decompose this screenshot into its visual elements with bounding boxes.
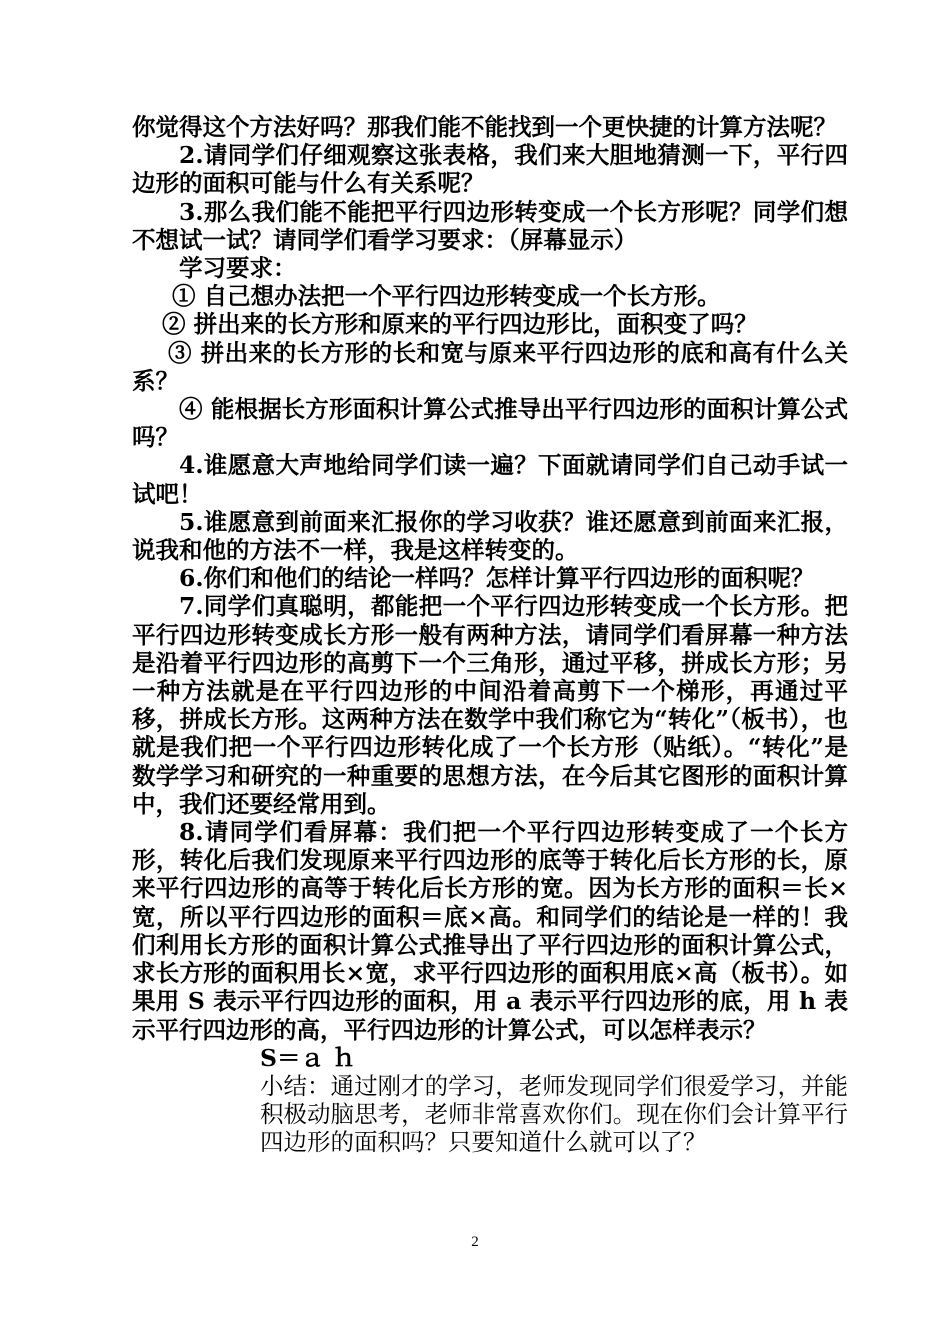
page-number: 2 (471, 1234, 479, 1250)
paragraph-2: 2.请同学们仔细观察这张表格，我们来大胆地猜测一下，平行四边形的面积可能与什么有关系呢？ (132, 141, 848, 198)
requirement-2: ② 拼出来的长方形和原来的平行四边形比，面积变了吗？ (162, 310, 758, 339)
paragraph-4: 4.谁愿意大声地给同学们读一遍？下面就请同学们自己动手试一试吧！ (132, 451, 848, 508)
requirement-4: ④ 能根据长方形面积计算公式推导出平行四边形的面积计算公式吗？ (132, 395, 848, 452)
page-body (132, 113, 848, 1157)
requirements-heading: 学习要求： (179, 254, 297, 283)
paragraph-6: 6.你们和他们的结论一样吗？怎样计算平行四边形的面积呢？ (179, 564, 815, 593)
paragraph-5: 5.谁愿意到前面来汇报你的学习收获？谁还愿意到前面来汇报，说我和他的方法不一样，我是这样转变的。 (132, 507, 848, 565)
paragraph-7: 7.同学们真聪明，都能把一个平行四边形转变成一个长方形。把平行四边形转变成长方形一般有两种方法，请同学们看屏幕一种方法是沿着平行四边形的高剪下一个三角形，通过平移，拼成长方形；另一种方法就是在平行四边形的中间沿着高剪下一个梯形，再通过平移，拼成长方形。这两种方法在数学中我们称它为“转化”（板书），也就是我们把一个平行四边形转化成了一个长方形（贴纸）。“转化”是数学学习和研究的一种重要的思想方法，在今后其它图形的面积计算中，我们还要经常用到。 (132, 592, 848, 818)
paragraph-8: 8.请同学们看屏幕：我们把一个平行四边形转变成了一个长方形，转化后我们发现原来平行四边形的底等于转化后长方形的长，原来平行四边形的高等于转化后长方形的宽。因为长方形的面积＝长×宽，所以平行四边形的面积＝底×高。和同学们的结论是一样的！我们利用长方形的面积计算公式推导出了平行四边形的面积计算公式，求长方形的面积用长×宽，求平行四边形的面积用底×高（板书）。如果用 S 表示平行四边形的面积，用 a 表示平行四边形的底，用 h 表示平行四边形的高，平行四边形的计算公式，可以怎样表示？ (132, 818, 848, 1044)
paragraph-1: 你觉得这个方法好吗？那我们能不能找到一个更快捷的计算方法呢？ (132, 113, 837, 141)
requirement-3: ③ 拼出来的长方形的长和宽与原来平行四边形的底和高有什么关系？ (132, 338, 848, 395)
area-formula: S＝ａ ｈ (260, 1043, 356, 1072)
paragraph-3: 3.那么我们能不能把平行四边形转变成一个长方形呢？同学们想不想试一试？请同学们看学习要求：（屏幕显示） (132, 197, 848, 254)
summary-paragraph: 小结：通过刚才的学习，老师发现同学们很爱学习，并能积极动脑思考，老师非常喜欢你们。现在你们会计算平行四边形的面积吗？只要知道什么就可以了？ (260, 1071, 848, 1157)
requirement-1: ① 自己想办法把一个平行四边形转变成一个长方形。 (172, 282, 721, 311)
